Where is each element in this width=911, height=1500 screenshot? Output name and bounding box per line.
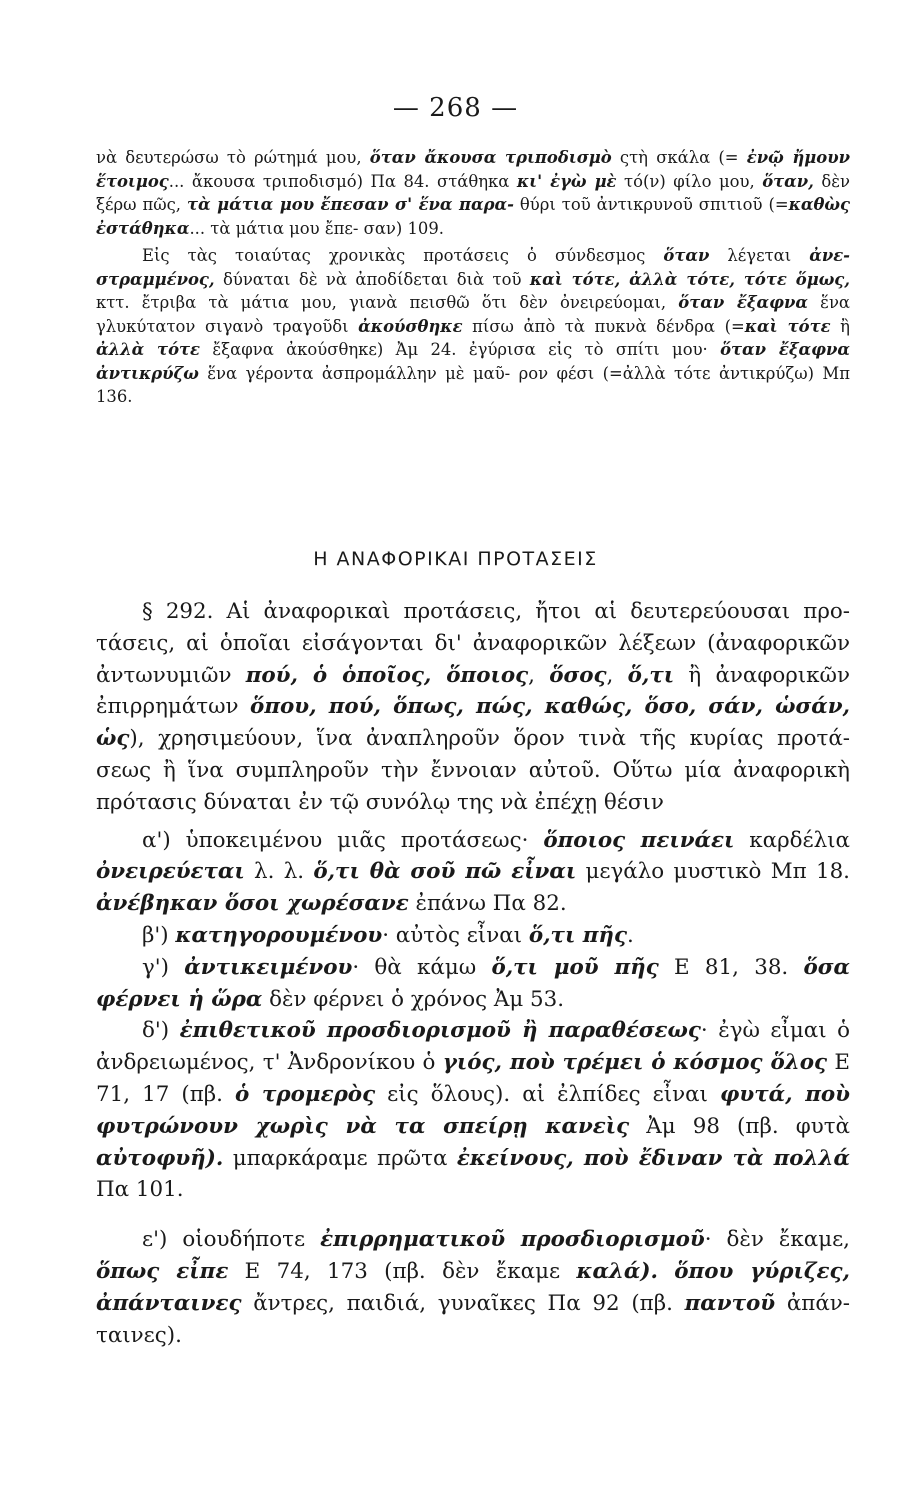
emphasis-text: ὁ τρομερὸς: [235, 1081, 376, 1107]
emphasis-text: ὅταν ἔξαφνα ἀντικρύζω: [96, 340, 850, 383]
small-print-section: [96, 146, 850, 409]
text-run: ἔξαφνα ἀκούσθηκε) Ἀμ 24. ἐγύρισα εἰς τὸ σπίτι μου·: [200, 340, 721, 359]
emphasis-text: τὰ μάτια μου ἔπεσαν σ' ἕνα παρα-: [187, 195, 514, 214]
text-run: δὲν ξέρω πῶς,: [96, 171, 850, 214]
text-run: λ. λ.: [244, 859, 314, 885]
emphasis-text: ἀλλὰ τότε: [96, 340, 201, 359]
text-run: πίσω ἀπὸ τὰ πυκνὰ δένδρα (=: [462, 316, 745, 336]
text-run: · θὰ κάμω: [352, 954, 492, 980]
text-run: α') ὑποκειμένου μιᾶς προτάσεως·: [142, 827, 544, 853]
emphasis-text: ἐκείνους, ποὺ ἔδιναν τὰ πολλά: [456, 1145, 850, 1171]
emphasis-text: παντοῦ: [684, 1290, 776, 1316]
emphasis-text: ὅ,τι πῆς: [528, 922, 627, 948]
page-number: — 268 —: [392, 93, 519, 123]
emphasis-text: ὅταν ἔξαφνα: [678, 293, 808, 312]
emphasis-text: ἀνέβηκαν ὅσοι χωρέσανε: [96, 891, 409, 917]
text-run: μεγάλο μυστικὸ Μπ 18.: [576, 859, 850, 885]
text-run: ,: [606, 662, 628, 688]
emphasis-text: κι' ἐγὼ μὲ: [516, 171, 617, 191]
section-heading: Η ΑΝΑΦΟΡΙΚΑΙ ΠΡΟΤΑΣΕΙΣ: [313, 548, 598, 570]
emphasis-text: ὅταν ἄκουσα τριποδισμὸ: [369, 148, 612, 167]
emphasis-text: ὅπου, πού, ὅπως, πώς, καθώς, ὅσο, σάν, ὡσάν, ὡς: [96, 694, 850, 752]
emphasis-text: ὅταν,: [762, 171, 814, 191]
text-run: ἄντρες, παιδιά, γυναῖκες Πα 92 (πβ.: [241, 1290, 685, 1316]
text-run: ἢ ἀναφορικῶν ἐπιρρημάτων: [96, 662, 850, 720]
emphasis-text: πού, ὁ ὁποῖος, ὅποιος: [245, 662, 529, 688]
text-run: ἕνα γλυκύτατον σιγανὸ τραγοῦδι: [96, 293, 850, 336]
emphasis-text: καὶ τότε, ἀλλὰ τότε, τότε ὅμως,: [529, 269, 850, 289]
emphasis-text: ὅ,τι θὰ σοῦ πῶ εἶναι: [313, 859, 577, 885]
text-run: .: [626, 922, 634, 948]
item-gamma: [96, 952, 850, 1016]
text-run: Πα 101.: [96, 1177, 184, 1203]
emphasis-text: καθὼς ἐστάθηκα: [96, 195, 851, 238]
emphasis-text: ἐπιρρηματικοῦ προσδιορισμοῦ: [320, 1227, 705, 1253]
text-run: ... ἄκουσα τριποδισμό) Πα 84. στάθηκα: [168, 171, 517, 191]
text-run: ), χρησιμεύουν, ἵνα ἀναπληροῦν ὅρον τινὰ τῆς κυρίας προτά- σεως ἢ ἵνα συμπληροῦν τὴν ἔννοιαν αὐτοῦ. Οὕτω μία ἀναφορικὴ πρότασις δύναται ἐν τῷ συνόλῳ της νὰ ἐπέχῃ θέσιν: [96, 726, 850, 815]
text-run: λέγεται: [709, 246, 810, 265]
continued-paragraph: [96, 146, 850, 240]
emphasis-text: γιός, ποὺ τρέμει ὁ κόσμος ὅλος: [442, 1050, 828, 1076]
emphasis-text: ὅ,τι μοῦ πῆς: [491, 954, 659, 980]
text-run: Ἀμ 98 (πβ. φυτὰ: [629, 1113, 850, 1139]
text-run: · ἐγὼ εἶμαι ὁ ἀνδρειωμένος, τ' Ἀνδρονίκου ὁ: [96, 1018, 850, 1076]
text-run: ἕνα γέροντα ἀσπρομάλλην μὲ μαῦ- ρον φέσι (=ἀλλὰ τότε ἀντικρύζω) Μπ 136.: [96, 363, 850, 406]
text-run: ἐπάνω Πα 82.: [408, 891, 567, 917]
text-run: μπαρκάραμε πρῶτα: [223, 1145, 457, 1171]
text-run: ἢ: [830, 316, 851, 336]
text-run: Εἰς τὰς τοιαύτας χρονικὰς προτάσεις ὁ σύνδεσμος: [142, 246, 664, 265]
emphasis-text: ὅσος: [549, 662, 607, 688]
text-run: δ'): [142, 1018, 180, 1044]
text-run: καρδέλια: [734, 827, 850, 853]
text-run: νὰ δευτερώσω τὸ ρώτημά μου,: [96, 148, 370, 167]
text-run: [658, 1259, 674, 1284]
emphasis-text: κατηγορουμένου: [175, 922, 383, 948]
emphasis-text: ἀνε- στραμμένος,: [96, 246, 850, 289]
text-run: ἀπάν- ταινες).: [96, 1290, 850, 1348]
text-run: Ε 71, 17 (πβ.: [96, 1050, 850, 1107]
text-run: εἰς ὅλους). αἱ ἐλπίδες εἶναι: [375, 1081, 721, 1107]
text-run: § 292. Αἱ ἀναφορικαὶ προτάσεις, ἤτοι αἱ δευτερεύουσαι προ- τάσεις, αἱ ὁποῖαι εἰσάγονται δι' ἀναφορικῶν λέξεων (ἀναφορικῶν ἀντωνυμιῶν: [96, 599, 850, 688]
text-run: · αὐτὸς εἶναι: [382, 922, 529, 948]
emphasis-text: ἀντικειμένου: [184, 954, 353, 980]
text-run: ςτὴ σκάλα (=: [611, 148, 747, 167]
emphasis-text: ὅποιος πεινάει: [543, 827, 735, 853]
text-run: δύναται δὲ νὰ ἀποδίδεται διὰ τοῦ: [214, 269, 530, 289]
emphasis-text: καὶ τότε: [744, 316, 831, 336]
text-run: κττ. ἔτριβα τὰ μάτια μου, γιανὰ πεισθῶ ὅτι δὲν ὀνειρεύομαι,: [96, 293, 679, 312]
text-run: γ'): [142, 954, 185, 980]
text-run: δὲν φέρνει ὁ χρόνος Ἀμ 53.: [262, 986, 565, 1012]
text-run: θύρι τοῦ ἀντικρυνοῦ σπιτιοῦ (=: [513, 195, 789, 214]
section-292-paragraph: [96, 596, 850, 819]
text-run: Ε 74, 173 (πβ. δὲν ἔκαμε: [228, 1258, 577, 1284]
text-run: ε') οἱουδήποτε: [142, 1227, 321, 1253]
text-run: · δὲν ἔκαμε,: [704, 1227, 850, 1253]
emphasis-text: ἐνῷ ἤμουν ἕτοιμος: [96, 148, 850, 191]
emphasis-text: ὅταν: [663, 246, 710, 265]
emphasis-text: ὅπως εἶπε: [96, 1258, 229, 1284]
main-text-section: [96, 596, 850, 1351]
inverted-conjunction-paragraph: [96, 244, 850, 409]
emphasis-text: ὅ,τι: [627, 662, 675, 688]
item-beta: [96, 920, 850, 952]
item-alpha: [96, 825, 850, 920]
item-epsilon: [96, 1224, 850, 1351]
text-run: ,: [528, 662, 550, 688]
emphasis-text: ἀκούσθηκε: [358, 316, 463, 336]
emphasis-text: ὀνειρεύεται: [96, 859, 245, 885]
emphasis-text: ἐπιθετικοῦ προσδιορισμοῦ ἢ παραθέσεως: [179, 1018, 701, 1044]
emphasis-text: ὅσα φέρνει ἡ ὥρα: [96, 954, 851, 1012]
item-delta: [96, 1015, 850, 1206]
text-run: β'): [142, 922, 176, 948]
text-run: Ε 81, 38.: [658, 954, 804, 980]
emphasis-text: ὅπου γύριζες, ἀπάνταινες: [96, 1258, 850, 1316]
emphasis-text: καλά).: [576, 1258, 658, 1284]
emphasis-text: φυτά, ποὺ φυτρώνουν χωρὶς νὰ τα σπείρῃ κανεὶς: [96, 1081, 851, 1139]
text-run: τό(ν) φίλο μου,: [616, 171, 763, 191]
text-run: ... τὰ μάτια μου ἔπε- σαν) 109.: [189, 218, 444, 238]
emphasis-text: αὐτοφυῆ).: [96, 1145, 224, 1171]
